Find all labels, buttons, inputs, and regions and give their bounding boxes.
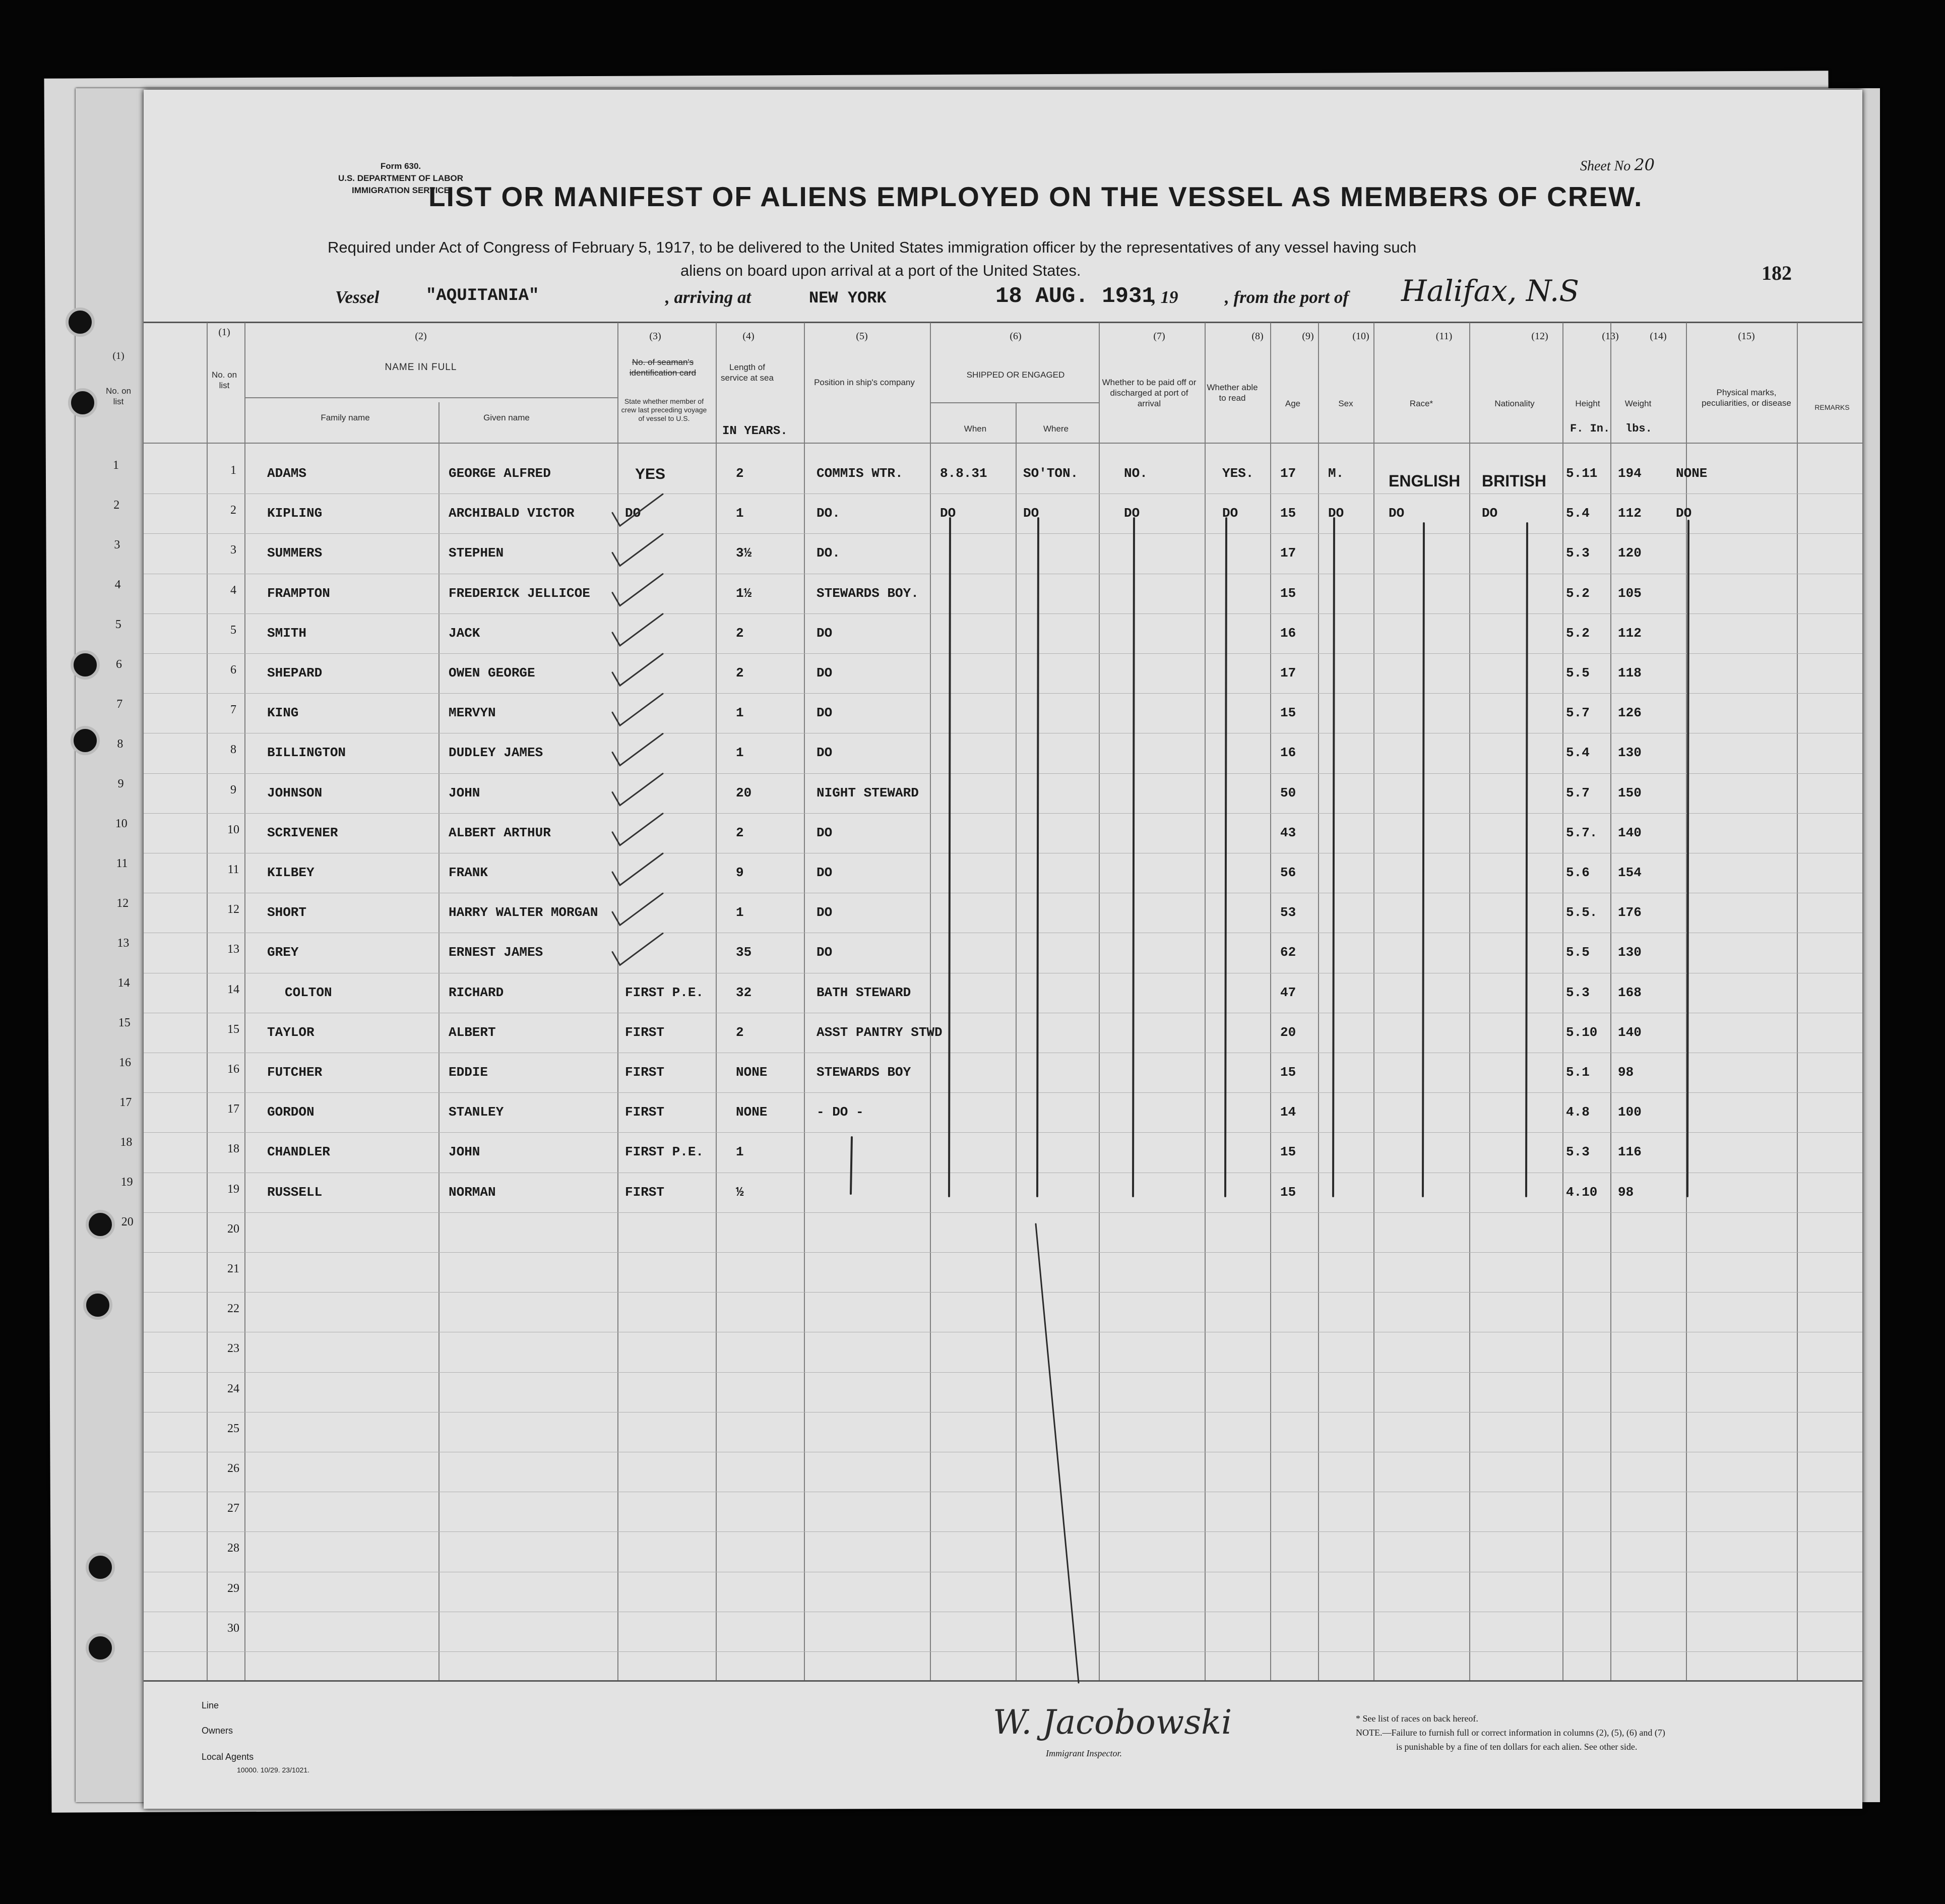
age: 50 — [1280, 785, 1296, 801]
back-sheet-no-header: No. on list — [105, 386, 132, 406]
punch-hole — [83, 1291, 112, 1320]
position: DO. — [817, 506, 840, 521]
position: NIGHT STEWARD — [817, 785, 919, 801]
check-mark — [612, 893, 663, 925]
service-years: 1 — [736, 1144, 744, 1160]
back-sheet-row-number: 17 — [119, 1096, 132, 1109]
back-sheet-row-number: 1 — [113, 459, 119, 472]
family-name: SHEPARD — [267, 665, 323, 681]
row-number: 6 — [230, 663, 236, 677]
row-number: 23 — [227, 1342, 239, 1356]
previous-voyage: FIRST — [625, 1184, 665, 1200]
service-years: 2 — [736, 466, 744, 481]
arriving-port: NEW YORK — [809, 289, 887, 308]
nationality: BRITISH — [1482, 472, 1546, 490]
height: 5.3 — [1566, 545, 1590, 561]
page-number: 182 — [1762, 262, 1792, 284]
weight: 130 — [1618, 745, 1642, 761]
age: 15 — [1280, 585, 1296, 601]
family-name: KING — [267, 705, 299, 721]
header-weight-unit: lbs. — [1625, 422, 1652, 435]
header-physical-marks: Physical marks, peculiarities, or disease — [1702, 388, 1791, 408]
height: 5.2 — [1566, 585, 1590, 601]
header-race: Race* — [1409, 399, 1433, 408]
family-name: KIPLING — [267, 506, 323, 521]
header-in-years: IN YEARS. — [722, 424, 788, 438]
previous-voyage: FIRST — [625, 1024, 665, 1040]
header-weight: Weight — [1624, 399, 1652, 408]
position: - DO - — [817, 1104, 864, 1120]
age: 15 — [1280, 1144, 1296, 1160]
age: 56 — [1280, 865, 1296, 880]
age: 62 — [1280, 945, 1296, 960]
back-sheet-row-number: 16 — [119, 1056, 131, 1069]
weight: 140 — [1618, 1024, 1642, 1040]
weight: 140 — [1618, 825, 1642, 840]
row-number: 22 — [227, 1302, 239, 1316]
physical-marks: NONE — [1676, 466, 1708, 481]
race: DO — [1389, 506, 1405, 521]
given-name: ARCHIBALD VICTOR — [449, 506, 575, 521]
vessel-name: "AQUITANIA" — [426, 286, 539, 305]
given-name: JOHN — [449, 1144, 480, 1160]
height: 5.7. — [1566, 825, 1598, 840]
family-name: COLTON — [285, 985, 332, 1000]
shipped-when: DO — [940, 506, 956, 521]
family-name: RUSSELL — [267, 1184, 323, 1200]
nationality: DO — [1482, 506, 1498, 521]
check-mark — [612, 654, 663, 686]
height: 5.4 — [1566, 506, 1590, 521]
punch-hole — [71, 650, 100, 680]
service: IMMIGRATION SERVICE — [352, 186, 450, 195]
row-number: 9 — [230, 783, 236, 796]
from-label: , from the port of — [1225, 287, 1349, 307]
back-sheet-row-number: 13 — [117, 937, 130, 950]
col-number-1: (1) — [218, 327, 230, 338]
back-sheet-row-number: 18 — [120, 1136, 133, 1149]
family-name: FUTCHER — [267, 1065, 323, 1080]
row-number: 10 — [227, 823, 239, 836]
col-number-4: (4) — [742, 331, 755, 342]
weight: 176 — [1618, 905, 1642, 920]
family-name: BILLINGTON — [267, 745, 346, 761]
previous-voyage: DO — [625, 506, 641, 521]
back-sheet-row-number: 14 — [117, 976, 130, 990]
previous-voyage: FIRST — [625, 1104, 665, 1120]
punch-hole — [68, 388, 97, 417]
back-sheet-row-number: 9 — [117, 777, 124, 790]
check-mark — [612, 614, 663, 646]
service-years: 2 — [736, 625, 744, 641]
position: DO — [817, 905, 833, 920]
shipped-when: 8.8.31 — [940, 466, 987, 481]
family-name: FRAMPTON — [267, 585, 330, 601]
family-name: TAYLOR — [267, 1024, 315, 1040]
row-number: 14 — [227, 982, 239, 996]
position: DO — [817, 825, 833, 840]
position: ASST PANTRY STWD — [817, 1024, 943, 1040]
age: 47 — [1280, 985, 1296, 1000]
back-sheet-row-number: 20 — [121, 1215, 134, 1229]
service-years: NONE — [736, 1104, 768, 1120]
back-sheet-row-number: 2 — [113, 499, 120, 512]
given-name: GEORGE ALFRED — [449, 466, 551, 481]
family-name: CHANDLER — [267, 1144, 330, 1160]
height: 5.7 — [1566, 705, 1590, 721]
header-height: Height — [1575, 399, 1600, 408]
footer-print-code: 10000. 10/29. 23/1021. — [237, 1766, 310, 1774]
row-number: 7 — [230, 703, 236, 717]
age: 17 — [1280, 545, 1296, 561]
col-number-12: (12) — [1531, 331, 1548, 342]
check-mark — [612, 574, 663, 606]
weight: 154 — [1618, 865, 1642, 880]
given-name: HARRY WALTER MORGAN — [449, 905, 598, 920]
back-sheet-row-number: 12 — [116, 897, 129, 910]
annotation-strokes — [144, 90, 1862, 1809]
race: ENGLISH — [1389, 472, 1461, 490]
weight: 126 — [1618, 705, 1642, 721]
year-label: , 19 — [1152, 287, 1178, 307]
col-number-10: (10) — [1352, 331, 1369, 342]
form-number: Form 630. — [380, 161, 421, 171]
footer-line-label: Line — [202, 1700, 219, 1710]
given-name: OWEN GEORGE — [449, 665, 535, 681]
family-name: KILBEY — [267, 865, 315, 880]
height: 5.5 — [1566, 945, 1590, 960]
arrival-date: 18 AUG. 1931 — [995, 284, 1155, 309]
shipped-where: DO — [1023, 506, 1039, 521]
header-able-read: Whether able to read — [1207, 383, 1258, 403]
subtitle-line-2: aliens on board upon arrival at a port of the United States. — [680, 262, 1081, 279]
back-sheet-row-number: 7 — [116, 698, 123, 711]
position: BATH STEWARD — [817, 985, 911, 1000]
position: DO — [817, 625, 833, 641]
given-name: FRANK — [449, 865, 488, 880]
family-name: SHORT — [267, 905, 307, 920]
age: 15 — [1280, 1065, 1296, 1080]
header-length-service: Length of service at sea — [721, 362, 774, 383]
family-name: JOHNSON — [267, 785, 323, 801]
given-name: STEPHEN — [449, 545, 504, 561]
able-to-read: DO — [1222, 506, 1238, 521]
previous-voyage: FIRST — [625, 1065, 665, 1080]
note-races: * See list of races on back hereof. — [1356, 1713, 1478, 1724]
service-years: 1 — [736, 506, 744, 521]
height: 5.6 — [1566, 865, 1590, 880]
weight: 98 — [1618, 1065, 1634, 1080]
family-name: GREY — [267, 945, 299, 960]
col-number-2: (2) — [415, 331, 427, 342]
given-name: DUDLEY JAMES — [449, 745, 543, 761]
row-number: 30 — [227, 1621, 239, 1635]
age: 20 — [1280, 1024, 1296, 1040]
given-name: JOHN — [449, 785, 480, 801]
position: DO — [817, 945, 833, 960]
service-years: 35 — [736, 945, 752, 960]
check-mark — [612, 494, 663, 526]
height: 4.8 — [1566, 1104, 1590, 1120]
weight: 112 — [1618, 625, 1642, 641]
service-years: 1 — [736, 905, 744, 920]
height: 4.10 — [1566, 1184, 1598, 1200]
row-number: 19 — [227, 1182, 239, 1196]
back-sheet-row-number: 15 — [118, 1016, 131, 1029]
row-number: 26 — [227, 1462, 239, 1475]
given-name: ALBERT — [449, 1024, 496, 1040]
service-years: 1 — [736, 705, 744, 721]
inspector-signature: W. Jacobowski — [993, 1703, 1232, 1742]
sheet-label: Sheet No — [1580, 158, 1631, 174]
given-name: MERVYN — [449, 705, 496, 721]
service-years: NONE — [736, 1065, 768, 1080]
row-number: 15 — [227, 1022, 239, 1036]
position: STEWARDS BOY — [817, 1065, 911, 1080]
row-number: 2 — [230, 504, 236, 517]
weight: 118 — [1618, 665, 1642, 681]
age: 14 — [1280, 1104, 1296, 1120]
check-mark — [612, 853, 663, 885]
age: 16 — [1280, 625, 1296, 641]
row-number: 28 — [227, 1542, 239, 1555]
age: 17 — [1280, 665, 1296, 681]
col-number-6: (6) — [1010, 331, 1022, 342]
position: DO — [817, 705, 833, 721]
row-number: 27 — [227, 1502, 239, 1515]
service-years: ½ — [736, 1184, 744, 1200]
back-sheet-row-number: 11 — [116, 857, 128, 870]
check-mark — [612, 774, 663, 806]
weight: 112 — [1618, 506, 1642, 521]
height: 5.3 — [1566, 985, 1590, 1000]
back-sheet-row-number: 4 — [114, 578, 121, 591]
vessel-label: Vessel — [335, 287, 380, 307]
header-when: When — [964, 424, 987, 434]
height: 5.4 — [1566, 745, 1590, 761]
row-number: 12 — [227, 903, 239, 916]
punch-hole — [71, 726, 100, 755]
note-fine: is punishable by a fine of ten dollars for each alien. See other side. — [1396, 1742, 1638, 1752]
header-seaman-state: State whether member of crew last preceding voyage of vessel to U.S. — [621, 397, 707, 422]
header-where: Where — [1043, 424, 1069, 434]
row-number: 13 — [227, 943, 239, 956]
paid-off: DO — [1124, 506, 1140, 521]
manifest-sheet — [144, 90, 1862, 1809]
subtitle-line-1: Required under Act of Congress of February 5, 1917, to be delivered to the United States immigration officer by the representatives of any vessel having such — [328, 238, 1417, 256]
header-seaman-id: No. of seaman's identification card — [629, 357, 697, 378]
height: 5.5 — [1566, 665, 1590, 681]
footer-owners-label: Owners — [202, 1726, 233, 1736]
age: 53 — [1280, 905, 1296, 920]
age: 15 — [1280, 1184, 1296, 1200]
previous-voyage: YES — [635, 466, 666, 482]
weight: 100 — [1618, 1104, 1642, 1120]
service-years: 32 — [736, 985, 752, 1000]
height: 5.10 — [1566, 1024, 1598, 1040]
row-number: 18 — [227, 1142, 239, 1156]
given-name: JACK — [449, 625, 480, 641]
header-age: Age — [1285, 399, 1301, 408]
height: 5.11 — [1566, 466, 1598, 481]
age: 15 — [1280, 506, 1296, 521]
check-mark — [612, 694, 663, 725]
weight: 98 — [1618, 1184, 1634, 1200]
col-number-15: (15) — [1738, 331, 1755, 342]
back-sheet-row-number: 19 — [120, 1176, 133, 1189]
family-name: SMITH — [267, 625, 307, 641]
col-number-14: (14) — [1650, 331, 1667, 342]
position: DO — [817, 865, 833, 880]
row-number: 29 — [227, 1581, 239, 1595]
header-sex: Sex — [1338, 399, 1353, 408]
service-years: 2 — [736, 1024, 744, 1040]
position: DO — [817, 745, 833, 761]
family-name: SUMMERS — [267, 545, 323, 561]
age: 15 — [1280, 705, 1296, 721]
position: STEWARDS BOY. — [817, 585, 919, 601]
sex: M. — [1328, 466, 1344, 481]
service-years: 1 — [736, 745, 744, 761]
previous-voyage: FIRST P.E. — [625, 1144, 704, 1160]
given-name: STANLEY — [449, 1104, 504, 1120]
sex: DO — [1328, 506, 1344, 521]
back-sheet-row-number: 6 — [116, 658, 122, 671]
arriving-label: , arriving at — [665, 287, 751, 307]
weight: 120 — [1618, 545, 1642, 561]
height: 5.1 — [1566, 1065, 1590, 1080]
from-port: Halifax, N.S — [1401, 274, 1580, 308]
service-years: 2 — [736, 665, 744, 681]
family-name: ADAMS — [267, 466, 307, 481]
punch-hole — [86, 1210, 115, 1239]
col-number-3: (3) — [649, 331, 661, 342]
row-number: 17 — [227, 1102, 239, 1116]
header-paid-off: Whether to be paid off or discharged at port of arrival — [1102, 378, 1197, 408]
col-number-11: (11) — [1435, 331, 1453, 342]
check-mark — [612, 733, 663, 765]
shipped-where: SO'TON. — [1023, 466, 1079, 481]
able-to-read: YES. — [1222, 466, 1254, 481]
given-name: ALBERT ARTHUR — [449, 825, 551, 840]
position: DO. — [817, 545, 840, 561]
row-number: 5 — [230, 623, 236, 637]
footer-local-agents-label: Local Agents — [202, 1752, 254, 1762]
header-no-on-list: No. on list — [211, 370, 237, 390]
note-failure: NOTE.—Failure to furnish full or correct information in columns (2), (5), (6) and (7) — [1356, 1728, 1665, 1738]
family-name: SCRIVENER — [267, 825, 338, 840]
weight: 168 — [1618, 985, 1642, 1000]
height: 5.5. — [1566, 905, 1598, 920]
age: 17 — [1280, 466, 1296, 481]
col-number-9: (9) — [1302, 331, 1314, 342]
position: DO — [817, 665, 833, 681]
header-position: Position in ship's company — [814, 378, 915, 387]
row-number: 21 — [227, 1262, 239, 1275]
header-nationality: Nationality — [1494, 399, 1535, 408]
col-number-8: (8) — [1251, 331, 1264, 342]
col-number-7: (7) — [1153, 331, 1165, 342]
header-family-name: Family name — [321, 413, 370, 422]
given-name: EDDIE — [449, 1065, 488, 1080]
weight: 150 — [1618, 785, 1642, 801]
service-years: 2 — [736, 825, 744, 840]
paid-off: NO. — [1124, 466, 1148, 481]
row-number: 25 — [227, 1422, 239, 1435]
sheet-number: 20 — [1634, 155, 1655, 174]
col-number-13: (13) — [1602, 331, 1619, 342]
col-number-5: (5) — [856, 331, 868, 342]
back-sheet-row-number: 10 — [115, 817, 128, 830]
back-sheet-row-number: 8 — [117, 738, 123, 751]
punch-hole — [86, 1553, 115, 1582]
punch-hole — [86, 1633, 115, 1663]
department: U.S. DEPARTMENT OF LABOR — [338, 173, 464, 183]
check-mark — [612, 933, 663, 965]
family-name: GORDON — [267, 1104, 315, 1120]
header-shipped: SHIPPED OR ENGAGED — [966, 370, 1065, 380]
header-name-in-full: NAME IN FULL — [385, 362, 457, 373]
page-title: LIST OR MANIFEST OF ALIENS EMPLOYED ON THE VESSEL AS MEMBERS OF CREW. — [428, 181, 1643, 212]
back-sheet-row-number: 3 — [114, 538, 120, 551]
inspector-label: Immigrant Inspector. — [1046, 1748, 1122, 1758]
height: 5.2 — [1566, 625, 1590, 641]
previous-voyage: FIRST P.E. — [625, 985, 704, 1000]
given-name: NORMAN — [449, 1184, 496, 1200]
row-number: 8 — [230, 743, 236, 757]
height: 5.7 — [1566, 785, 1590, 801]
punch-hole — [66, 308, 95, 337]
age: 43 — [1280, 825, 1296, 840]
position: COMMIS WTR. — [817, 466, 903, 481]
header-height-unit: F. In. — [1570, 422, 1610, 435]
service-years: 20 — [736, 785, 752, 801]
check-mark — [612, 814, 663, 845]
check-mark — [612, 534, 663, 566]
weight: 130 — [1618, 945, 1642, 960]
weight: 105 — [1618, 585, 1642, 601]
header-remarks: REMARKS — [1814, 403, 1850, 411]
header-given-name: Given name — [483, 413, 530, 422]
given-name: ERNEST JAMES — [449, 945, 543, 960]
row-number: 4 — [230, 583, 236, 597]
height: 5.3 — [1566, 1144, 1590, 1160]
back-sheet-col-number: (1) — [112, 350, 124, 361]
service-years: 3½ — [736, 545, 752, 561]
row-number: 16 — [227, 1063, 239, 1076]
weight: 194 — [1618, 466, 1642, 481]
physical-marks: DO — [1676, 506, 1692, 521]
given-name: FREDERICK JELLICOE — [449, 585, 590, 601]
age: 16 — [1280, 745, 1296, 761]
row-number: 24 — [227, 1382, 239, 1395]
row-number: 20 — [227, 1222, 239, 1236]
service-years: 9 — [736, 865, 744, 880]
given-name: RICHARD — [449, 985, 504, 1000]
weight: 116 — [1618, 1144, 1642, 1160]
row-number: 3 — [230, 543, 236, 557]
service-years: 1½ — [736, 585, 752, 601]
row-number: 1 — [230, 464, 236, 477]
row-number: 11 — [227, 863, 239, 876]
back-sheet-row-number: 5 — [115, 618, 121, 631]
